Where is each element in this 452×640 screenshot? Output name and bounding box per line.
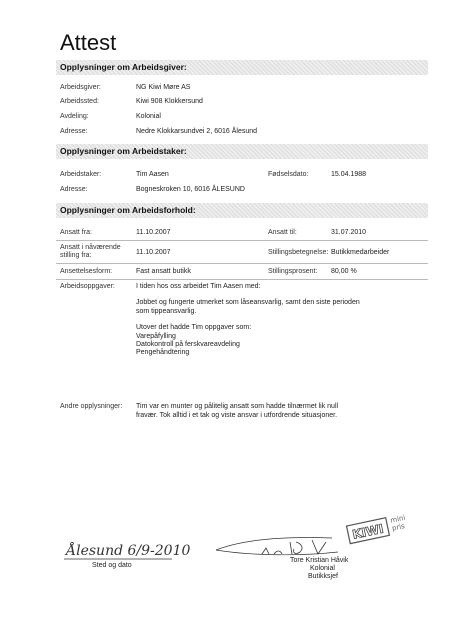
employee-name-value: Tim Aasen — [136, 171, 169, 178]
svg-text:Ålesund 6/9-2010: Ålesund 6/9-2010 — [66, 543, 191, 559]
svg-text:pris: pris — [391, 522, 406, 533]
signer-title: Butikksjef — [308, 573, 338, 580]
position-percent-value: 80,00 % — [331, 268, 357, 275]
employed-to-label: Ansatt til: — [268, 229, 297, 236]
dob-value: 15.04.1988 — [331, 171, 367, 178]
kiwi-logo — [346, 510, 416, 551]
tasks-line: som tippeansvarlig. — [136, 308, 197, 315]
employed-to-value: 31.07.2010 — [331, 229, 367, 236]
tasks-line: Pengehåndtering — [136, 349, 190, 356]
department-value: Kolonial — [136, 113, 161, 120]
employer-label: Arbeidsgiver: — [60, 84, 101, 91]
divider — [56, 240, 428, 241]
other-info-label: Andre opplysninger: — [60, 403, 123, 410]
tasks-line: Varepåfylling — [136, 333, 176, 340]
dob-label: Fødselsdato: — [268, 171, 309, 178]
current-position-value: 11.10.2007 — [136, 249, 171, 256]
section-header-employee: Opplysninger om Arbeidstaker: — [56, 144, 428, 159]
employed-from-label: Ansatt fra: — [60, 229, 92, 236]
other-info-line: fravær. Tok alltid i et tak og viste ansvar i utfordrende situasjoner. — [136, 412, 338, 419]
svg-text:mini: mini — [389, 513, 407, 525]
section-header-employer: Opplysninger om Arbeidsgiver: — [56, 60, 428, 75]
workplace-label: Arbeidssted: — [60, 98, 99, 105]
employee-address-value: Bogneskroken 10, 6016 ÅLESUND — [136, 186, 245, 193]
place-date-label: Sted og dato — [92, 562, 132, 569]
position-percent-label: Stillingsprosent: — [268, 268, 318, 275]
employer-value: NG Kiwi Møre AS — [136, 84, 191, 91]
divider — [56, 263, 428, 264]
document-title: Attest — [60, 30, 117, 55]
other-info-line: Tim var en munter og pålitelig ansatt som hadde tilnærmet lik null — [136, 403, 339, 410]
position-title-value: Butikkmedarbeider — [331, 249, 390, 256]
workplace-value: Kiwi 908 Klokkersund — [136, 98, 203, 105]
tasks-line: Jobbet og fungerte utmerket som låseansvarlig, samt den siste perioden — [136, 299, 360, 306]
divider — [56, 279, 428, 280]
tasks-line: I tiden hos oss arbeidet Tim Aasen med: — [136, 283, 261, 290]
current-position-label: Ansatt i nåværende stilling fra: — [60, 244, 121, 259]
employer-address-value: Nedre Klokkarsundvei 2, 6016 Ålesund — [136, 128, 258, 135]
employment-form-value: Fast ansatt butikk — [136, 268, 191, 275]
signer-name: Tore Kristian Håvik — [290, 557, 349, 564]
employer-address-label: Adresse: — [60, 128, 88, 135]
tasks-label: Arbeidsoppgaver: — [60, 283, 115, 290]
signer-department: Kolonial — [310, 565, 335, 572]
section-header-employment: Opplysninger om Arbeidsforhold: — [56, 203, 428, 218]
employee-name-label: Arbeidstaker: — [60, 171, 102, 178]
tasks-line: Datokontroll på ferskvareavdeling — [136, 341, 240, 348]
employee-address-label: Adresse: — [60, 186, 88, 193]
svg-text:KIWI: KIWI — [351, 521, 385, 542]
position-title-label: Stillingsbetegnelse: — [268, 249, 329, 256]
employment-form-label: Ansettelsesform: — [60, 268, 113, 275]
tasks-line: Utover det hadde Tim oppgaver som: — [136, 324, 252, 331]
employed-from-value: 11.10.2007 — [136, 229, 171, 236]
department-label: Avdeling: — [60, 113, 89, 120]
